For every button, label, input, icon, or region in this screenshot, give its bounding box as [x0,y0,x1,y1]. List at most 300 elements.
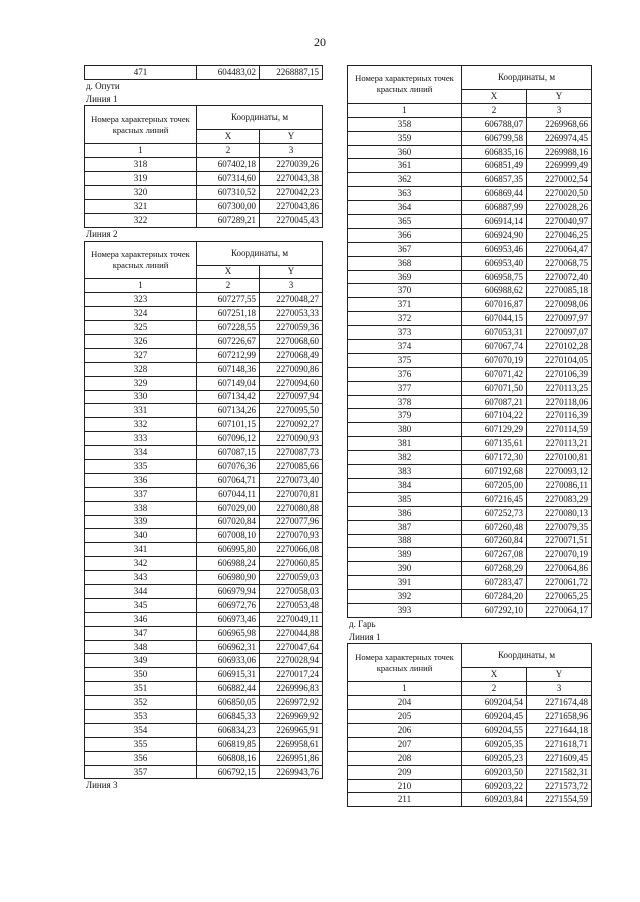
column-header-points: Номера характерных точек красных линий [348,644,462,682]
x-value: 606933,06 [197,654,260,668]
table-row [85,626,323,640]
table-row [348,215,592,229]
x-value: 607268,29 [462,562,527,576]
x-value: 607020,84 [197,515,260,529]
table-row [348,326,592,340]
column-header-coords: Координаты, м [197,106,323,130]
x-value: 607029,00 [197,501,260,515]
column-header-y: Y [260,130,323,144]
point-number: 352 [85,696,197,710]
settlement-label: д. Гарь [349,618,376,629]
y-value: 2271644,18 [527,724,592,738]
x-value: 607277,55 [197,293,260,307]
y-value: 2269958,61 [260,737,323,751]
column-header-points: Номера характерных точек красных линий [85,106,197,144]
table-row [85,682,323,696]
y-value: 2269988,16 [527,145,592,159]
table-left-line2 [84,241,323,780]
y-value: 2270070,19 [527,548,592,562]
point-number: 361 [348,159,462,173]
y-value: 2270047,64 [260,640,323,654]
x-value: 609203,22 [462,779,527,793]
table-row [348,381,592,395]
column-index: 3 [260,279,323,293]
point-number: 320 [85,186,197,200]
point-number: 359 [348,131,462,145]
x-value: 606972,76 [197,598,260,612]
table-row [85,723,323,737]
y-value: 2270066,08 [260,543,323,557]
x-value: 606850,05 [197,696,260,710]
point-number: 209 [348,765,462,779]
point-number: 366 [348,228,462,242]
point-number: 204 [348,696,462,710]
point-number: 370 [348,284,462,298]
table-row [348,270,592,284]
column-index: 2 [197,144,260,158]
point-number: 210 [348,779,462,793]
y-value: 2270017,24 [260,668,323,682]
y-value: 2269965,91 [260,723,323,737]
y-value: 2270040,97 [527,215,592,229]
point-number: 208 [348,751,462,765]
x-value: 606924,90 [462,228,527,242]
x-value: 607134,26 [197,404,260,418]
index-row [85,144,323,158]
x-value: 607070,19 [462,353,527,367]
point-number: 381 [348,437,462,451]
x-value: 609205,35 [462,737,527,751]
y-value: 2270043,86 [260,199,323,213]
point-number: 391 [348,576,462,590]
x-value: 609204,45 [462,710,527,724]
x-value: 606834,23 [197,723,260,737]
point-number: 319 [85,172,197,186]
point-number: 371 [348,298,462,312]
x-value: 607135,61 [462,437,527,451]
y-value: 2268887,15 [260,66,323,80]
x-value: 606788,07 [462,117,527,131]
x-value: 607402,18 [197,158,260,172]
table-row [348,737,592,751]
point-number: 376 [348,367,462,381]
column-index: 3 [527,103,592,117]
table-row [85,668,323,682]
y-value: 2270083,29 [527,492,592,506]
x-value: 607289,21 [197,213,260,227]
table-row [348,793,592,807]
header-row [348,66,592,90]
settlement-label: д. Опути [86,80,120,91]
table-row [85,598,323,612]
table-row [85,459,323,473]
x-value: 607251,18 [197,307,260,321]
table-top [84,65,323,80]
y-value: 2270102,28 [527,340,592,354]
x-value: 607076,36 [197,459,260,473]
y-value: 2271618,71 [527,737,592,751]
y-value: 2270090,86 [260,362,323,376]
y-value: 2269999,49 [527,159,592,173]
point-number: 374 [348,340,462,354]
table-row [85,654,323,668]
table-row [85,321,323,335]
table-row [348,751,592,765]
x-value: 606808,16 [197,751,260,765]
header-row [85,106,323,130]
y-value: 2270061,72 [527,576,592,590]
x-value: 607260,48 [462,520,527,534]
top-table-body [85,66,323,80]
y-value: 2270116,39 [527,409,592,423]
table-row [348,506,592,520]
table-row [85,307,323,321]
table-row [85,348,323,362]
x-value: 606958,75 [462,270,527,284]
y-value: 2270059,03 [260,571,323,585]
point-number: 332 [85,418,197,432]
x-value: 606845,33 [197,710,260,724]
table-row [85,158,323,172]
header-row [348,644,592,668]
point-number: 323 [85,293,197,307]
y-value: 2271554,59 [527,793,592,807]
point-number: 336 [85,473,197,487]
table-row [85,390,323,404]
table-row [348,465,592,479]
x-value: 606979,94 [197,585,260,599]
y-value: 2270072,40 [527,270,592,284]
y-value: 2270097,94 [260,390,323,404]
y-value: 2270079,35 [527,520,592,534]
table-row [348,765,592,779]
column-index: 1 [85,144,197,158]
point-number: 326 [85,334,197,348]
column-header-x: X [462,668,527,682]
table-row [348,492,592,506]
table-row [85,501,323,515]
line-label: Линия 1 [349,631,381,642]
point-number: 328 [85,362,197,376]
point-number: 385 [348,492,462,506]
right-column [347,65,591,807]
point-number: 342 [85,557,197,571]
table-row [348,312,592,326]
x-value: 606882,44 [197,682,260,696]
y-value: 2270092,27 [260,418,323,432]
y-value: 2270042,23 [260,186,323,200]
table-row [348,353,592,367]
x-value: 607071,42 [462,367,527,381]
table-row [85,571,323,585]
x-value: 609203,84 [462,793,527,807]
point-number: 372 [348,312,462,326]
x-value: 607252,73 [462,506,527,520]
x-value: 606819,85 [197,737,260,751]
y-value: 2270106,39 [527,367,592,381]
table-row [348,724,592,738]
y-value: 2270071,51 [527,534,592,548]
x-value: 606973,46 [197,612,260,626]
point-number: 390 [348,562,462,576]
x-value: 607172,30 [462,451,527,465]
table-row [348,284,592,298]
x-value: 606980,90 [197,571,260,585]
y-value: 2269974,45 [527,131,592,145]
x-value: 607292,10 [462,603,527,617]
table-row [348,534,592,548]
left-column [84,65,322,792]
x-value: 606792,15 [197,765,260,779]
point-number: 324 [85,307,197,321]
table-row [85,696,323,710]
x-value: 606835,16 [462,145,527,159]
y-value: 2269969,92 [260,710,323,724]
table-body [85,158,323,227]
y-value: 2271609,45 [527,751,592,765]
table-row [85,765,323,779]
x-value: 607044,15 [462,312,527,326]
table-row [85,557,323,571]
column-index: 2 [462,103,527,117]
table-row [348,145,592,159]
column-index: 3 [527,682,592,696]
point-number: 331 [85,404,197,418]
x-value: 607267,08 [462,548,527,562]
table-row [348,520,592,534]
table-row [348,710,592,724]
y-value: 2270046,25 [527,228,592,242]
y-value: 2270020,50 [527,187,592,201]
y-value: 2270093,12 [527,465,592,479]
point-number: 335 [85,459,197,473]
table-row [85,362,323,376]
table-row [348,187,592,201]
point-number: 327 [85,348,197,362]
column-index: 1 [348,103,462,117]
x-value: 606962,31 [197,640,260,654]
table-row [348,590,592,604]
point-number: 349 [85,654,197,668]
point-number: 334 [85,446,197,460]
x-value: 607192,68 [462,465,527,479]
point-number: 346 [85,612,197,626]
y-value: 2271573,72 [527,779,592,793]
y-value: 2270086,11 [527,478,592,492]
point-number: 351 [85,682,197,696]
y-value: 2270095,50 [260,404,323,418]
column-index: 1 [348,682,462,696]
y-value: 2270059,36 [260,321,323,335]
table-row [85,66,323,80]
x-value: 609205,23 [462,751,527,765]
y-value: 2270039,26 [260,158,323,172]
x-value: 606887,99 [462,201,527,215]
y-value: 2270045,43 [260,213,323,227]
y-value: 2269951,86 [260,751,323,765]
x-value: 607044,11 [197,487,260,501]
table-row [348,201,592,215]
table-row [348,298,592,312]
x-value: 607314,60 [197,172,260,186]
point-number: 382 [348,451,462,465]
point-number: 347 [85,626,197,640]
x-value: 606988,24 [197,557,260,571]
x-value: 607205,00 [462,478,527,492]
table-body [348,117,592,617]
table-row [348,603,592,617]
x-value: 609203,50 [462,765,527,779]
y-value: 2270098,06 [527,298,592,312]
point-number: 330 [85,390,197,404]
point-number: 355 [85,737,197,751]
table-row [85,640,323,654]
table-row [348,696,592,710]
point-number: 206 [348,724,462,738]
point-number: 369 [348,270,462,284]
y-value: 2270113,21 [527,437,592,451]
y-value: 2270048,27 [260,293,323,307]
point-number: 386 [348,506,462,520]
table-row [85,751,323,765]
y-value: 2270070,93 [260,529,323,543]
y-value: 2269996,83 [260,682,323,696]
y-value: 2270028,94 [260,654,323,668]
point-number: 358 [348,117,462,131]
point-number: 367 [348,242,462,256]
table-row [348,779,592,793]
table-row [85,172,323,186]
line-label: Линия 1 [86,93,118,104]
x-value: 606799,58 [462,131,527,145]
column-index: 3 [260,144,323,158]
y-value: 2270100,81 [527,451,592,465]
point-number: 354 [85,723,197,737]
x-value: 607226,67 [197,334,260,348]
point-number: 318 [85,158,197,172]
line-label: Линия 2 [86,228,118,239]
table-row [85,585,323,599]
table-row [348,451,592,465]
point-number: 333 [85,432,197,446]
point-number: 341 [85,543,197,557]
x-value: 607096,12 [197,432,260,446]
y-value: 2270053,33 [260,307,323,321]
x-value: 607212,99 [197,348,260,362]
x-value: 607228,55 [197,321,260,335]
table-row [348,256,592,270]
table-row [85,334,323,348]
column-header-x: X [197,130,260,144]
x-value: 606851,49 [462,159,527,173]
line-label: Линия 3 [86,780,118,791]
table-row [348,131,592,145]
column-header-coords: Координаты, м [462,66,592,90]
point-number: 362 [348,173,462,187]
table-row [348,395,592,409]
table-row [85,612,323,626]
table-row [348,562,592,576]
point-number: 356 [85,751,197,765]
point-number: 337 [85,487,197,501]
point-number: 388 [348,534,462,548]
x-value: 607260,84 [462,534,527,548]
table-body [348,696,592,807]
x-value: 606953,46 [462,242,527,256]
point-number: 353 [85,710,197,724]
x-value: 607310,52 [197,186,260,200]
table-body [85,293,323,779]
y-value: 2270113,25 [527,381,592,395]
table-row [348,548,592,562]
table-row [348,437,592,451]
y-value: 2270068,60 [260,334,323,348]
column-header-coords: Координаты, м [197,241,323,265]
x-value: 607071,50 [462,381,527,395]
table-row [348,576,592,590]
x-value: 609204,55 [462,724,527,738]
point-number: 325 [85,321,197,335]
x-value: 604483,02 [197,66,260,80]
y-value: 2270053,48 [260,598,323,612]
table-row [348,242,592,256]
y-value: 2270094,60 [260,376,323,390]
point-number: 338 [85,501,197,515]
y-value: 2270044,88 [260,626,323,640]
point-number: 211 [348,793,462,807]
point-number: 344 [85,585,197,599]
x-value: 607104,22 [462,409,527,423]
point-number: 343 [85,571,197,585]
table-row [348,340,592,354]
header-row [85,241,323,265]
table-row [85,543,323,557]
y-value: 2270064,47 [527,242,592,256]
column-header-y: Y [527,90,592,104]
table-row [85,737,323,751]
x-value: 606914,14 [462,215,527,229]
point-number: 340 [85,529,197,543]
x-value: 606915,31 [197,668,260,682]
y-value: 2270058,03 [260,585,323,599]
point-number: 363 [348,187,462,201]
y-value: 2270097,07 [527,326,592,340]
column-header-x: X [197,265,260,279]
point-number: 384 [348,478,462,492]
x-value: 607008,10 [197,529,260,543]
point-number: 377 [348,381,462,395]
table-right-main [347,65,592,618]
point-number: 393 [348,603,462,617]
point-number: 383 [348,465,462,479]
y-value: 2270065,25 [527,590,592,604]
y-value: 2270043,38 [260,172,323,186]
point-number: 373 [348,326,462,340]
x-value: 607064,71 [197,473,260,487]
x-value: 609204,54 [462,696,527,710]
x-value: 607300,00 [197,199,260,213]
x-value: 606857,35 [462,173,527,187]
point-number: 350 [85,668,197,682]
x-value: 607216,45 [462,492,527,506]
point-number: 322 [85,213,197,227]
x-value: 606869,44 [462,187,527,201]
point-number: 389 [348,548,462,562]
x-value: 607087,15 [197,446,260,460]
y-value: 2270080,13 [527,506,592,520]
table-row [85,376,323,390]
x-value: 607283,47 [462,576,527,590]
